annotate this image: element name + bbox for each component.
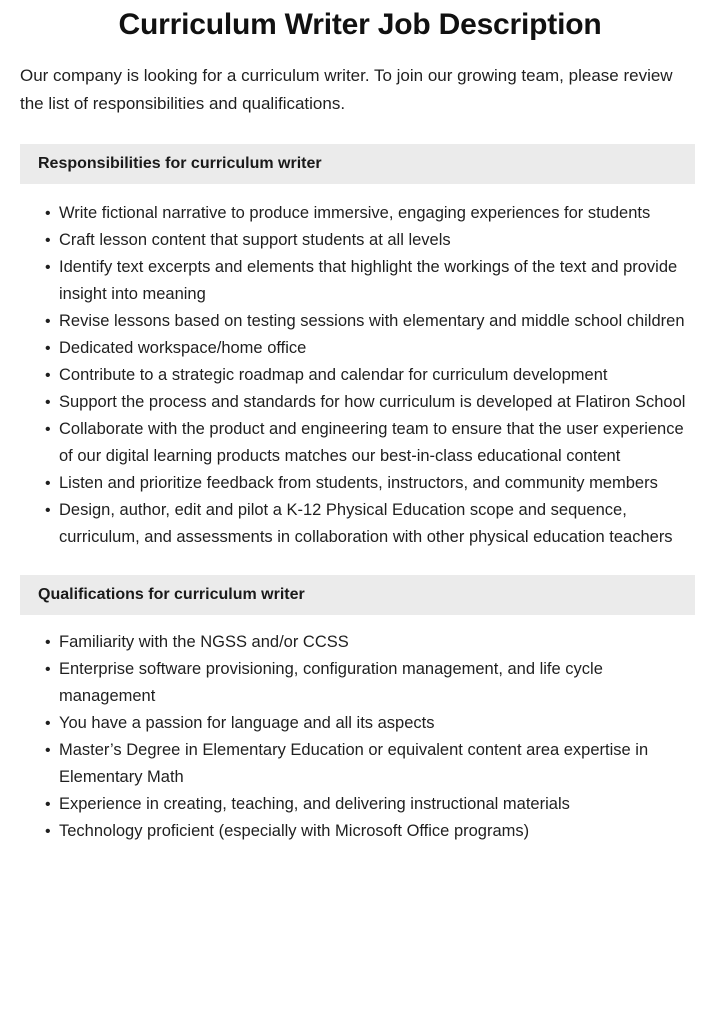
section-heading-label: Qualifications for curriculum writer (38, 586, 305, 603)
list-item-text: Enterprise software provisioning, configuration management, and life cycle management (59, 660, 603, 705)
list-item-text: Write fictional narrative to produce immersive, engaging experiences for students (59, 204, 651, 222)
page-title: Curriculum Writer Job Description (118, 8, 602, 41)
list-item (45, 362, 698, 389)
list-item-text: Design, author, edit and pilot a K-12 Physical Education scope and sequence, curriculum, and assessments in collaboration with other physical education teachers (59, 501, 673, 546)
list-item (45, 737, 698, 791)
bullet-point-icon: • (45, 796, 51, 813)
list-item-text: Dedicated workspace/home office (59, 339, 307, 357)
bullet-point-icon: • (45, 475, 51, 492)
qualifications-list (0, 615, 720, 845)
section-heading-label: Responsibilities for curriculum writer (38, 155, 322, 172)
list-item (45, 416, 698, 470)
list-item-text: Familiarity with the NGSS and/or CCSS (59, 633, 349, 651)
intro-paragraph: Our company is looking for a curriculum writer. To join our growing team, please review the list of responsibilities and qualifications. (20, 66, 673, 113)
section-header-qualifications (20, 575, 695, 615)
list-item (45, 227, 698, 254)
list-item (45, 791, 698, 818)
bullet-point-icon: • (45, 823, 51, 840)
list-item (45, 254, 698, 308)
bullet-point-icon: • (45, 661, 51, 678)
list-item (45, 389, 698, 416)
list-item-text: Master’s Degree in Elementary Education or equivalent content area expertise in Elementary Math (59, 741, 649, 786)
list-item (45, 200, 698, 227)
section-header-responsibilities (20, 144, 695, 184)
list-item (45, 629, 698, 656)
bullet-point-icon: • (45, 205, 51, 222)
bullet-point-icon: • (45, 742, 51, 759)
responsibilities-list (0, 184, 720, 551)
list-item (45, 710, 698, 737)
list-item (45, 656, 698, 710)
list-item-text: You have a passion for language and all its aspects (59, 714, 435, 732)
bullet-point-icon: • (45, 715, 51, 732)
list-item-text: Technology proficient (especially with Microsoft Office programs) (59, 822, 530, 840)
bullet-point-icon: • (45, 367, 51, 384)
list-item (45, 470, 698, 497)
bullet-point-icon: • (45, 394, 51, 411)
list-item-text: Revise lessons based on testing sessions with elementary and middle school children (59, 312, 685, 330)
bullet-point-icon: • (45, 232, 51, 249)
bullet-point-icon: • (45, 313, 51, 330)
list-item (45, 335, 698, 362)
bullet-point-icon: • (45, 502, 51, 519)
bullet-point-icon: • (45, 259, 51, 276)
list-item-text: Identify text excerpts and elements that highlight the workings of the text and provide insight into meaning (59, 258, 678, 303)
list-item (45, 497, 698, 551)
bullet-point-icon: • (45, 634, 51, 651)
list-item-text: Contribute to a strategic roadmap and calendar for curriculum development (59, 366, 608, 384)
list-item-text: Experience in creating, teaching, and delivering instructional materials (59, 795, 570, 813)
list-item-text: Listen and prioritize feedback from students, instructors, and community members (59, 474, 658, 492)
list-item (45, 308, 698, 335)
list-item-text: Collaborate with the product and engineering team to ensure that the user experience of our digital learning products matches our best-in-class educational content (59, 420, 684, 465)
list-item-text: Support the process and standards for how curriculum is developed at Flatiron School (59, 393, 686, 411)
list-item (45, 818, 698, 845)
list-item-text: Craft lesson content that support students at all levels (59, 231, 451, 249)
bullet-point-icon: • (45, 340, 51, 357)
bullet-point-icon: • (45, 421, 51, 438)
